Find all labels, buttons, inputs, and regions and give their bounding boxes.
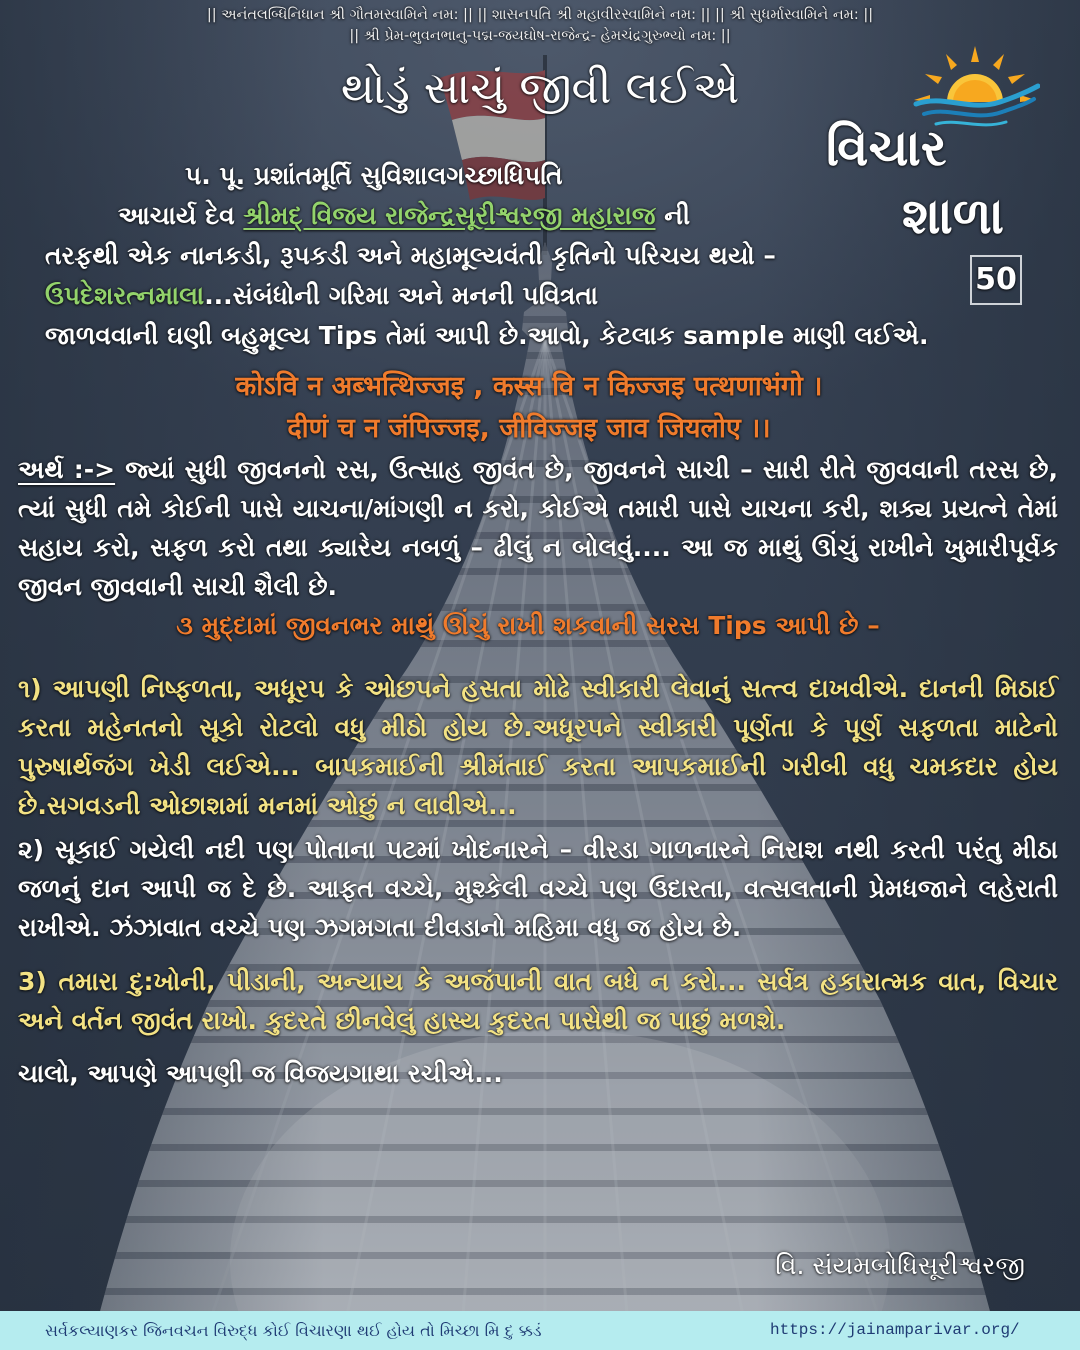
tip-text: તમારા દુ:ખોની, પીડાની, અન્યાય કે અજંપાની વાત બધે ન કરો... સર્વત્ર હકારાત્મક વાત, વિચાર અને વર્તન જીવંત રાખો. કુદરતે છીનવેલું હાસ્ય કુદરત પાસેથી જ પાછું મળશે. bbox=[18, 967, 1058, 1035]
tip-text: સૂકાઈ ગયેલી નદી પણ પોતાના પટમાં ખોદનારને – વીરડા ગાળનારને નિરાશ નથી કરતી પરંતુ મીઠા જળનું દાન આપી જ દે છે. આફત વચ્ચે, મુશ્કેલી વચ્ચે પણ ઉદારતા, વત્સલતાની પ્રેમધજાને લહેરાતી રાખીએ. ઝંઝાવાત વચ્ચે પણ ઝગમગતા દીવડાનો મહિમા વધુ જ હોય છે. bbox=[18, 835, 1058, 942]
meaning-paragraph bbox=[18, 450, 1058, 606]
tip-item bbox=[18, 962, 1058, 1040]
invocation-line-2: || શ્રી પ્રેમ-ભુવનભાનુ-પદ્મ-જયઘોષ-રાજેન્દ્ર- હેમચંદ્રગુરુભ્યો નમ: || bbox=[349, 28, 731, 44]
tip-number: ૨) bbox=[18, 835, 45, 864]
acharya-name: શ્રીમદ્ વિજય રાજેન્દ્રસૂરીશ્વરજી મહારાજ bbox=[243, 201, 656, 230]
tip-number: ૧) bbox=[18, 674, 42, 703]
prakrit-verse bbox=[0, 366, 1058, 450]
tip-text: આપણી નિષ્ફળતા, અધૂરપ કે ઓછપને હસતા મોઢે સ્વીકારી લેવાનું સત્ત્વ દાખવીએ. દાનની મિઠાઈ કરતા મહેનતનો સૂકો રોટલો વધુ મીઠો હોય છે.અધૂરપને સ્વીકારી પૂર્ણતા કે પૂર્ણ સફળતા માટેનો પુરુષાર્થજંગ ખેડી લઈએ... બાપકમાઈની શ્રીમંતાઈ કરતા આપકમાઈની ગરીબી વધુ ચમકદાર હોય છે.સગવડની ઓછાશમાં મનમાં ઓછું ન લાવીએ... bbox=[18, 674, 1058, 820]
tip-item bbox=[18, 830, 1058, 947]
intro-title-prefix: આચાર્ય દેવ bbox=[118, 201, 235, 230]
page-title: થોડું સાચું જીવી લઈએ bbox=[340, 63, 740, 114]
intro-line-4 bbox=[45, 276, 598, 316]
meaning-text: જ્યાં સુધી જીવનનો રસ, ઉત્સાહ જીવંત છે, જીવનને સાચી – સારી રીતે જીવવાની તરસ છે, ત્યાં સુધી તમે કોઈની પાસે યાચના/માંગણી ન કરો, કોઈએ તમારી પાસે યાચના કરી, શક્ય પ્રયત્ને તેમાં સહાય કરો, સફળ કરો તથા ક્યારેય નબળું – ઢીલું ન બોલવું.... આ જ માથું ઊંચું રાખીને ખુમારીપૂર્વક જીવન જીવવાની સાચી શૈલી છે. bbox=[18, 455, 1058, 601]
intro-line-1: પ. પૂ. પ્રશાંતમૂર્તિ સુવિશાલગચ્છાધિપતિ bbox=[185, 161, 563, 190]
footer-bar bbox=[0, 1311, 1080, 1350]
work-title: ઉપદેશરત્નમાલા bbox=[45, 281, 205, 310]
tips-heading: ૩ મુદ્દામાં જીવનભર માથું ઊંચું રાખી શકવાની સરસ Tips આપી છે – bbox=[176, 611, 880, 640]
intro-line-4-rest: ...સંબંધોની ગરિમા અને મનની પવિત્રતા bbox=[204, 281, 599, 310]
logo-word-vichar: વિચાર bbox=[826, 119, 947, 177]
intro-line-3: તરફથી એક નાનકડી, રૂપકડી અને મહામૂલ્યવંતી કૃતિનો પરિચય થયો – bbox=[45, 241, 776, 270]
tip-item bbox=[18, 669, 1058, 825]
meaning-label: અર્થ :-> bbox=[18, 455, 116, 484]
intro-line-2 bbox=[118, 196, 690, 236]
footer-note: સર્વકલ્યાણકર જિનવચન વિરુદ્ધ કોઈ વિચારણા થઈ હોય તો મિચ્છા મિ દુ ક્કડં bbox=[45, 1321, 542, 1340]
closing-line: ચાલો, આપણે આપણી જ વિજયગાથા રચીએ... bbox=[18, 1059, 503, 1088]
intro-line-2-suffix: ની bbox=[664, 201, 691, 230]
issue-number-badge: 50 bbox=[970, 255, 1022, 305]
verse-line-1: कोऽवि न अब्भत्थिज्जइ , कस्स वि न किज्जइ पत्थणाभंगो । bbox=[235, 371, 823, 402]
intro-line-5: જાળવવાની ઘણી બહુમૂલ્ય Tips તેમાં આપી છે.આવો, કેટલાક sample માણી લઈએ. bbox=[45, 321, 929, 350]
tip-number: 3) bbox=[18, 967, 47, 996]
logo-word-shala: શાળા bbox=[902, 187, 1005, 245]
website-link[interactable]: https://jainamparivar.org/ bbox=[770, 1321, 1020, 1339]
verse-line-2: दीणं च न जंपिज्जइ, जीविज्जइ जाव जियलोए ।। bbox=[287, 413, 771, 444]
author-signature: વિ. સંયમબોધિસૂરીશ્વરજી bbox=[775, 1251, 1025, 1280]
invocation-line-1: || અનંતલબ્ધિનિધાન શ્રી ગૌતમસ્વામિને નમ: || || શાસનપતિ શ્રી મહાવીરસ્વામિને નમ: || || શ્રી સુધર્માસ્વામિને નમ: || bbox=[206, 7, 874, 23]
content-body bbox=[18, 450, 1058, 1093]
